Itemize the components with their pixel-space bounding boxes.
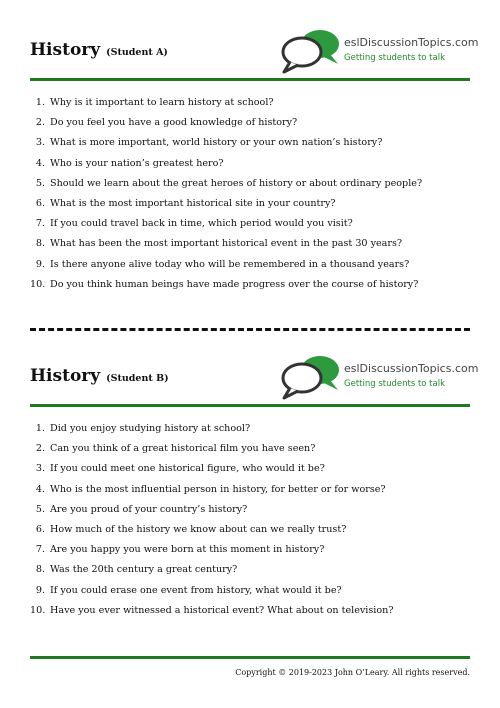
section-student-b [30, 352, 479, 621]
site-logo [280, 354, 479, 400]
footer-rule [30, 656, 470, 659]
list-item: 5. Should we learn about the great heroes of history or about ordinary people? [35, 177, 423, 189]
list-item: 2. Do you feel you have a good knowledge of history? [35, 117, 298, 129]
section-student-a [30, 26, 479, 295]
page-title: History (Student B) [30, 366, 169, 386]
list-item: 4. Who is your nation’s greatest hero? [35, 157, 224, 169]
site-name: eslDiscussionTopics.com [344, 36, 479, 49]
list-item: 1. Did you enjoy studying history at school? [35, 423, 251, 434]
list-item: 7. If you could travel back in time, which period would you visit? [35, 218, 353, 230]
page-title: History (Student A) [30, 40, 168, 60]
student-label: (Student A) [106, 47, 168, 58]
copyright-notice: Copyright © 2019-2023 John O’Leary. All rights reserved. [235, 668, 470, 677]
site-logo [280, 28, 479, 74]
list-item: 5. Are you proud of your country’s history? [35, 503, 248, 515]
speech-bubbles-icon [280, 28, 342, 74]
header-rule [30, 404, 470, 407]
list-item: 6. How much of the history we know about can we really trust? [35, 524, 347, 536]
list-item: 9. Is there anyone alive today who will be remembered in a thousand years? [35, 258, 410, 270]
list-item: 2. Can you think of a great historical film you have seen? [35, 443, 316, 455]
list-item: 7. Are you happy you were born at this moment in history? [35, 544, 325, 556]
list-item: 10. Do you think human beings have made progress over the course of history? [30, 278, 419, 290]
list-item: 9. If you could erase one event from history, what would it be? [35, 584, 342, 596]
cut-line [30, 328, 470, 331]
section-header [30, 26, 479, 78]
question-list-b [30, 419, 470, 621]
question-list-a [30, 93, 470, 295]
list-item: 3. If you could meet one historical figure, who would it be? [35, 463, 325, 475]
site-name: eslDiscussionTopics.com [344, 362, 479, 375]
header-rule [30, 78, 470, 81]
site-tagline: Getting students to talk [344, 53, 446, 63]
list-item: 3. What is more important, world history or your own nation’s history? [35, 137, 383, 149]
list-item: 8. Was the 20th century a great century? [35, 564, 238, 576]
list-item: 4. Who is the most influential person in history, for better or for worse? [35, 483, 386, 495]
site-tagline: Getting students to talk [344, 379, 446, 389]
speech-bubbles-icon [280, 354, 342, 400]
list-item: 1. Why is it important to learn history at school? [35, 97, 274, 108]
list-item: 8. What has been the most important historical event in the past 30 years? [35, 238, 403, 250]
section-header [30, 352, 479, 404]
list-item: 10. Have you ever witnessed a historical event? What about on television? [30, 604, 394, 616]
list-item: 6. What is the most important historical site in your country? [35, 198, 336, 210]
student-label: (Student B) [106, 373, 169, 384]
